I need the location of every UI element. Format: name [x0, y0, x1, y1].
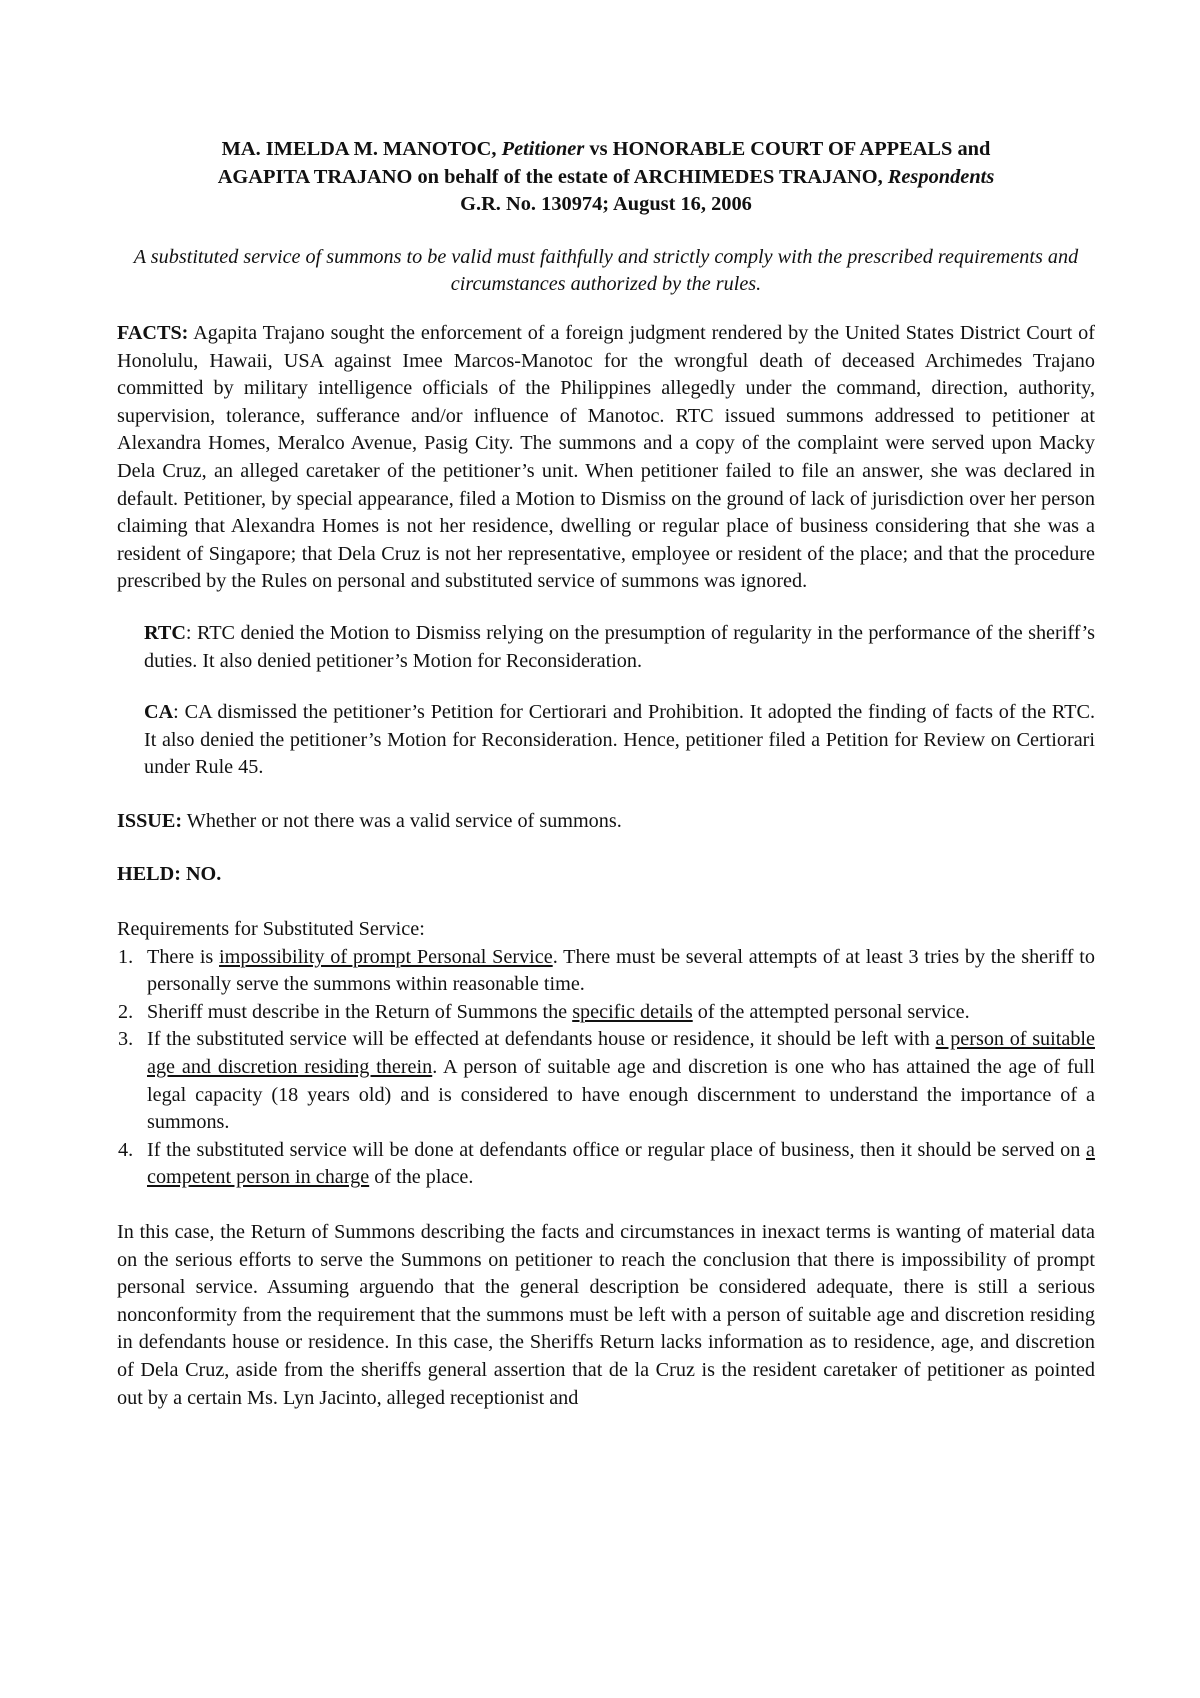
underlined-phrase: a person of suitable age and discretion residing therein — [147, 1028, 1095, 1079]
respondents-role: Respondents — [887, 165, 995, 188]
rtc-section — [144, 620, 1095, 675]
list-number: 3. — [118, 1028, 134, 1051]
list-number: 1. — [118, 945, 134, 968]
case-title — [117, 136, 1095, 219]
rtc-text: : RTC denied the Motion to Dismiss relying on the presumption of regularity in the performance of the sheriff’s duties. It also denied petitioner’s Motion for Reconsideration. — [144, 621, 1095, 672]
petitioner-role: Petitioner — [501, 138, 585, 160]
list-item: 2. Sheriff must describe in the Return of Summons the specific details of the attempted personal service. — [117, 999, 1095, 1027]
issue-text: Whether or not there was a valid service of summons. — [182, 809, 622, 832]
underlined-phrase: a competent person in charge — [147, 1138, 1095, 1189]
rtc-label: RTC — [144, 621, 186, 644]
facts-label: FACTS: — [117, 321, 189, 344]
issue-section — [117, 808, 1095, 836]
underlined-phrase: impossibility of prompt Personal Service — [219, 945, 553, 968]
list-number: 2. — [118, 1000, 134, 1023]
case-title-line-2: AGAPITA TRAJANO on behalf of the estate of ARCHIMEDES TRAJANO, Respondents — [217, 165, 995, 188]
list-item: 4. If the substituted service will be done at defendants office or regular place of business, then it should be served on a competent person in charge of the place. — [118, 1138, 1095, 1189]
case-citation: G.R. No. 130974; August 16, 2006 — [460, 193, 752, 216]
facts-text: Agapita Trajano sought the enforcement of a foreign judgment rendered by the United States District Court of Honolulu, Hawaii, USA against Imee Marcos-Manotoc for the wrongful death of deceased Archimedes Trajano committed by military intelligence officials of the Philippines allegedly under the command, direction, authority, supervision, tolerance, sufferance and/or influence of Manotoc. RTC issued summons addressed to petitioner at Alexandra Homes, Meralco Avenue, Pasig City. The summons and a copy of the complaint were served upon Macky Dela Cruz, an alleged caretaker of the petitioner’s unit. When petitioner failed to file an answer, she was declared in default. Petitioner, by special appearance, filed a Motion to Dismiss on the ground of lack of jurisdiction over her person claiming that Alexandra Homes is not her residence, dwelling or regular place of business considering that she was a resident of Singapore; that Dela Cruz is not her representative, employee or resident of the place; and that the procedure prescribed by the Rules on personal and substituted service of summons was ignored. — [117, 321, 1095, 593]
case-title-line-1: MA. IMELDA M. MANOTOC, Petitioner vs HONORABLE COURT OF APPEALS and — [221, 138, 991, 160]
held-section: HELD: NO. — [117, 863, 222, 886]
list-number: 4. — [118, 1138, 134, 1161]
underlined-phrase: specific details — [572, 1000, 693, 1023]
requirements-list — [117, 944, 1095, 1192]
requirements-intro: Requirements for Substituted Service: — [117, 918, 425, 941]
ca-label: CA — [144, 701, 174, 724]
doctrine: A substituted service of summons to be valid must faithfully and strictly comply with the prescribed requirements and circumstances authorized by the rules. — [133, 245, 1079, 296]
analysis-paragraph: In this case, the Return of Summons describing the facts and circumstances in inexact terms is wanting of material data on the serious efforts to serve the Summons on petitioner to reach the conclusion that there is impossibility of prompt personal service. Assuming arguendo that the general description be considered adequate, there is still a serious nonconformity from the requirement that the summons must be left with a person of suitable age and discretion residing in defendants house or residence. In this case, the Sheriffs Return lacks information as to residence, age, and discretion of Dela Cruz, aside from the sheriffs general assertion that de la Cruz is the resident caretaker of petitioner as pointed out by a certain Ms. Lyn Jacinto, alleged receptionist and — [117, 1221, 1095, 1409]
list-item: 3. If the substituted service will be effected at defendants house or residence, it should be left with a person of suitable age and discretion residing therein. A person of suitable age and discretion is one who has attained the age of full legal capacity (18 years old) and is considered to have enough discernment to understand the importance of a summons. — [118, 1028, 1095, 1134]
issue-label: ISSUE: — [117, 809, 183, 832]
facts-section — [117, 320, 1095, 596]
ca-section — [144, 699, 1095, 782]
list-item: 1. There is impossibility of prompt Personal Service. There must be several attempts of at least 3 tries by the sheriff to personally serve the summons within reasonable time. — [118, 945, 1095, 996]
document-page — [117, 136, 1095, 1412]
ca-text: : CA dismissed the petitioner’s Petition for Certiorari and Prohibition. It adopted the finding of facts of the RTC. It also denied the petitioner’s Motion for Reconsideration. Hence, petitioner filed a Petition for Review on Certiorari under Rule 45. — [144, 701, 1095, 779]
